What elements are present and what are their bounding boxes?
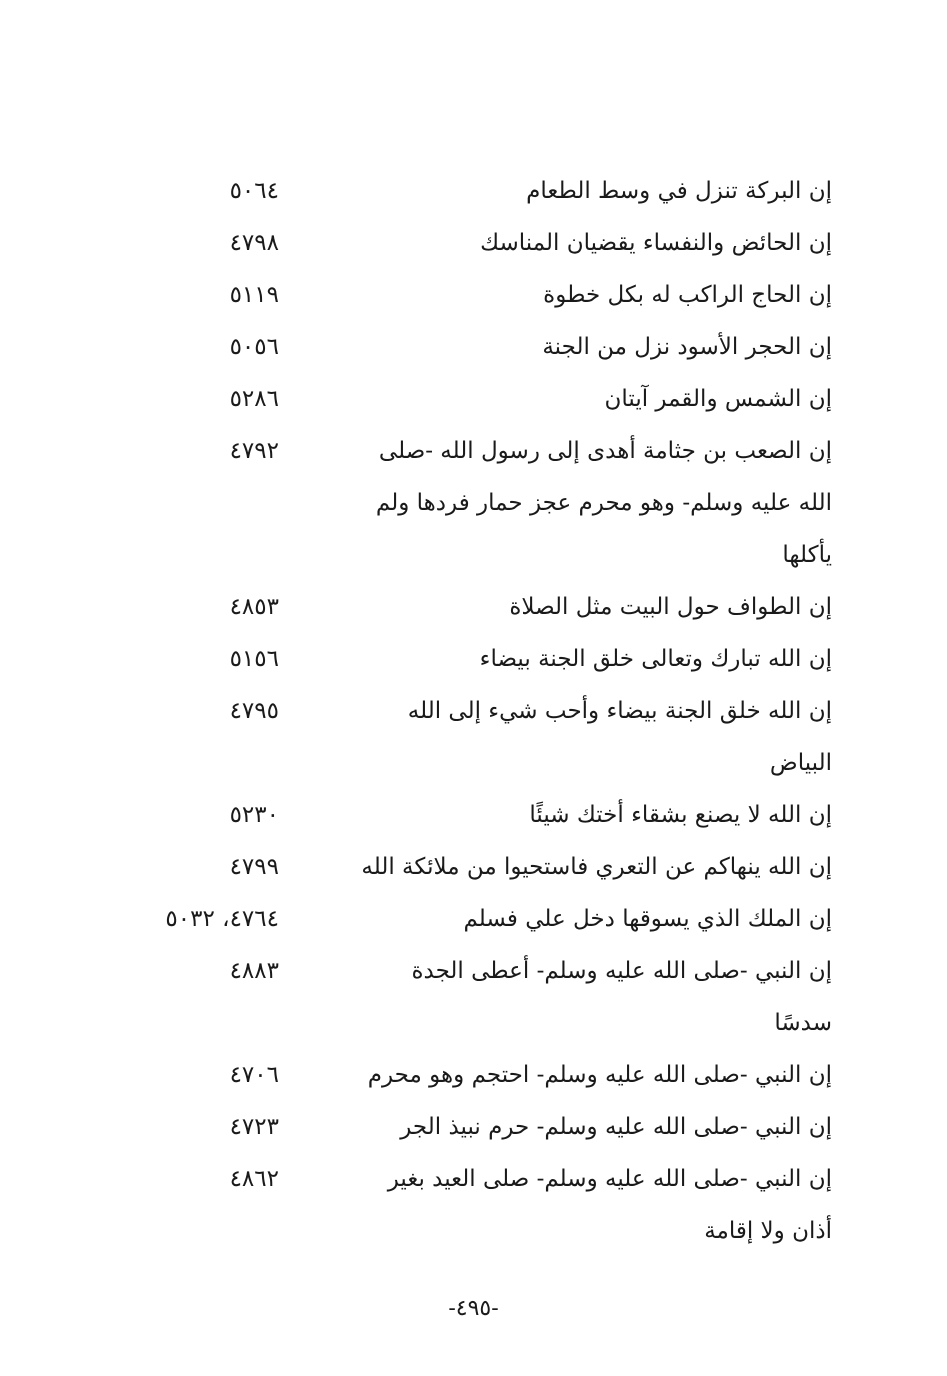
entry-ref: ٤٨٨٣ bbox=[229, 958, 279, 984]
entry-ref: ٤٨٦٢ bbox=[229, 1166, 279, 1192]
entry-text: إن النبي -صلى الله عليه وسلم- أعطى الجدة bbox=[411, 958, 832, 984]
entry-text: البياض bbox=[769, 750, 832, 776]
index-line bbox=[0, 373, 947, 425]
index-entries bbox=[0, 165, 947, 1257]
index-line bbox=[0, 789, 947, 841]
index-line bbox=[0, 321, 947, 373]
entry-text: إن الطواف حول البيت مثل الصلاة bbox=[509, 594, 832, 620]
entry-text: يأكلها bbox=[782, 542, 832, 568]
index-line bbox=[0, 425, 947, 477]
entry-ref: ٤٧٦٤، ٥٠٣٢ bbox=[165, 906, 279, 932]
index-line bbox=[0, 1101, 947, 1153]
entry-ref: ٥٢٣٠ bbox=[229, 802, 279, 828]
index-line bbox=[0, 893, 947, 945]
entry-text: إن النبي -صلى الله عليه وسلم- احتجم وهو محرم bbox=[367, 1062, 832, 1088]
entry-ref: ٤٧٩٩ bbox=[229, 854, 279, 880]
entry-ref: ٥٠٥٦ bbox=[229, 334, 279, 360]
entry-ref: ٥١٥٦ bbox=[229, 646, 279, 672]
entry-ref: ٤٧٩٥ bbox=[229, 698, 279, 724]
entry-text: إن الله لا يصنع بشقاء أختك شيئًا bbox=[529, 802, 832, 828]
index-line bbox=[0, 841, 947, 893]
entry-text: الله عليه وسلم- وهو محرم عجز حمار فردها ولم bbox=[375, 490, 832, 516]
index-line bbox=[0, 685, 947, 737]
index-line bbox=[0, 477, 947, 529]
entry-text: إن البركة تنزل في وسط الطعام bbox=[526, 178, 832, 204]
index-line bbox=[0, 1205, 947, 1257]
entry-text: إن الحجر الأسود نزل من الجنة bbox=[542, 334, 832, 360]
entry-text: إن النبي -صلى الله عليه وسلم- حرم نبيذ الجر bbox=[400, 1114, 832, 1140]
index-line bbox=[0, 529, 947, 581]
entry-ref: ٥١١٩ bbox=[229, 282, 279, 308]
index-line bbox=[0, 737, 947, 789]
entry-ref: ٤٨٥٣ bbox=[229, 594, 279, 620]
entry-text: إن الله خلق الجنة بيضاء وأحب شيء إلى الله bbox=[407, 698, 832, 724]
entry-text: إن النبي -صلى الله عليه وسلم- صلى العيد بغير bbox=[387, 1166, 832, 1192]
entry-ref: ٥٠٦٤ bbox=[229, 178, 279, 204]
index-line bbox=[0, 1153, 947, 1205]
entry-text: إن الله ينهاكم عن التعري فاستحيوا من ملائكة الله bbox=[361, 854, 832, 880]
entry-text: إن الشمس والقمر آيتان bbox=[604, 386, 832, 412]
entry-text: إن الحاج الراكب له بكل خطوة bbox=[543, 282, 832, 308]
entry-text: إن الله تبارك وتعالى خلق الجنة بيضاء bbox=[479, 646, 832, 672]
index-line bbox=[0, 997, 947, 1049]
index-line bbox=[0, 945, 947, 997]
entry-text: إن الصعب بن جثامة أهدى إلى رسول الله -صلى bbox=[378, 438, 832, 464]
index-line bbox=[0, 165, 947, 217]
index-line bbox=[0, 1049, 947, 1101]
index-line bbox=[0, 269, 947, 321]
entry-ref: ٤٧٠٦ bbox=[229, 1062, 279, 1088]
entry-ref: ٤٧٩٨ bbox=[229, 230, 279, 256]
index-line bbox=[0, 217, 947, 269]
entry-text: إن الحائض والنفساء يقضيان المناسك bbox=[480, 230, 832, 256]
entry-ref: ٤٧٩٢ bbox=[229, 438, 279, 464]
page-number: -٤٩٥- bbox=[448, 1296, 499, 1321]
index-line bbox=[0, 633, 947, 685]
entry-text: أذان ولا إقامة bbox=[704, 1218, 832, 1244]
index-line bbox=[0, 581, 947, 633]
entry-ref: ٤٧٢٣ bbox=[229, 1114, 279, 1140]
entry-text: إن الملك الذي يسوقها دخل علي فسلم bbox=[463, 906, 832, 932]
entry-ref: ٥٢٨٦ bbox=[229, 386, 279, 412]
entry-text: سدسًا bbox=[774, 1010, 832, 1036]
